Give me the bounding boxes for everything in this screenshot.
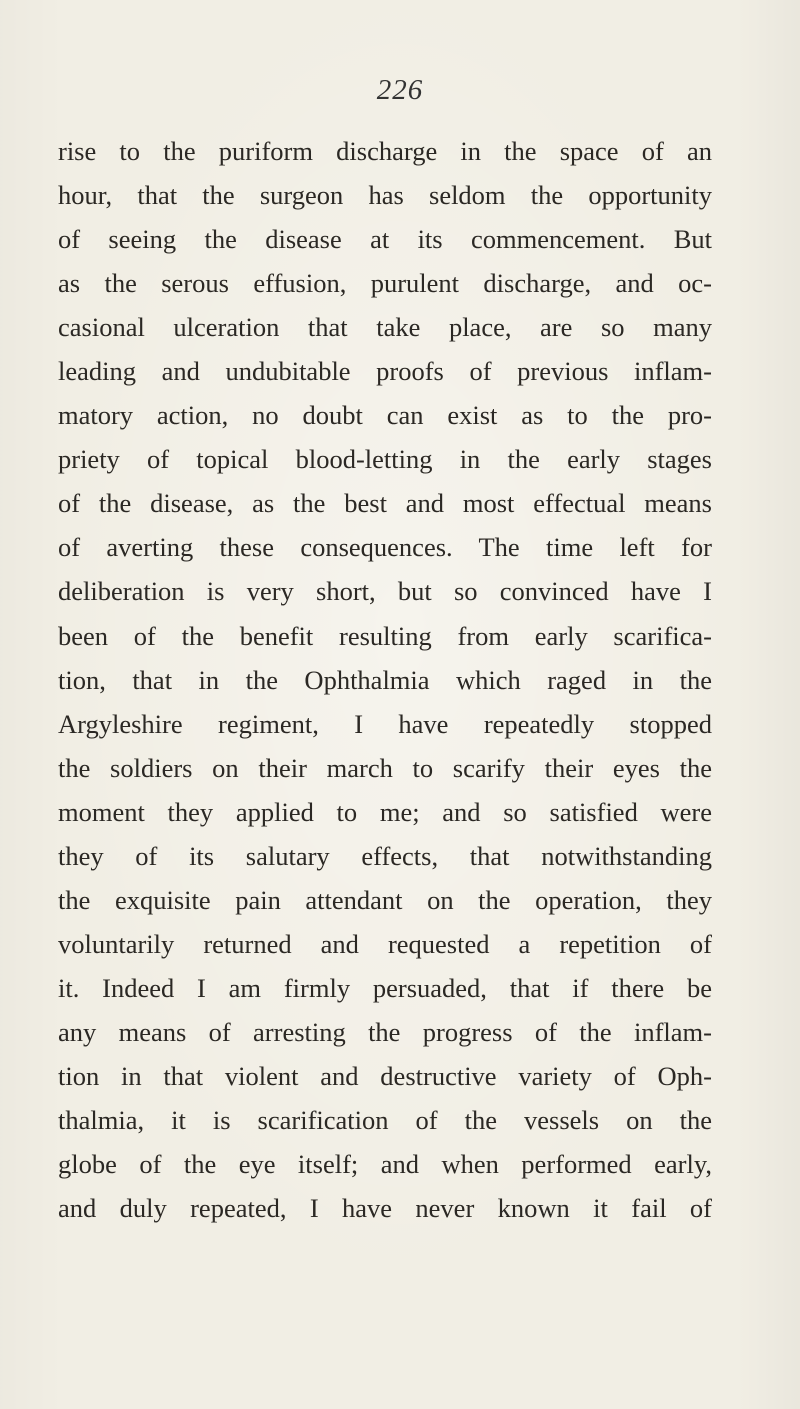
text-line: Argyleshire regiment, I have repeatedly stopped bbox=[58, 708, 712, 739]
body-text bbox=[58, 129, 712, 1230]
text-line: been of the benefit resulting from early scarifica- bbox=[58, 620, 712, 651]
text-line: any means of arresting the progress of the inflam- bbox=[58, 1016, 712, 1047]
text-line: voluntarily returned and requested a repetition of bbox=[58, 928, 712, 959]
text-line: moment they applied to me; and so satisfied were bbox=[58, 796, 712, 827]
text-line: tion, that in the Ophthalmia which raged in the bbox=[58, 664, 712, 695]
text-line: the exquisite pain attendant on the operation, they bbox=[58, 884, 712, 915]
text-line: hour, that the surgeon has seldom the opportunity bbox=[58, 180, 712, 211]
text-line: of seeing the disease at its commencement. But bbox=[58, 224, 712, 255]
text-line: and duly repeated, I have never known it fail of bbox=[58, 1193, 712, 1224]
text-line: thalmia, it is scarification of the vessels on the bbox=[58, 1105, 712, 1136]
text-line: tion in that violent and destructive variety of Oph- bbox=[58, 1060, 712, 1091]
text-line: casional ulceration that take place, are so many bbox=[58, 312, 712, 343]
text-line: of the disease, as the best and most effectual means bbox=[58, 488, 712, 519]
text-line: the soldiers on their march to scarify their eyes the bbox=[58, 752, 712, 783]
text-line: deliberation is very short, but so convinced have I bbox=[58, 576, 712, 607]
text-line: of averting these consequences. The time left for bbox=[58, 532, 712, 563]
text-line: matory action, no doubt can exist as to the pro- bbox=[58, 400, 712, 431]
text-line: leading and undubitable proofs of previous inflam- bbox=[58, 356, 712, 387]
text-line: rise to the puriform discharge in the space of an bbox=[58, 136, 712, 166]
text-line: it. Indeed I am firmly persuaded, that if there be bbox=[58, 972, 712, 1003]
text-line: they of its salutary effects, that notwithstanding bbox=[58, 840, 712, 871]
text-line: priety of topical blood-letting in the early stages bbox=[58, 444, 712, 475]
text-line: globe of the eye itself; and when performed early, bbox=[58, 1149, 712, 1180]
text-line: as the serous effusion, purulent discharge, and oc- bbox=[58, 268, 712, 299]
page-number: 226 bbox=[376, 74, 424, 106]
